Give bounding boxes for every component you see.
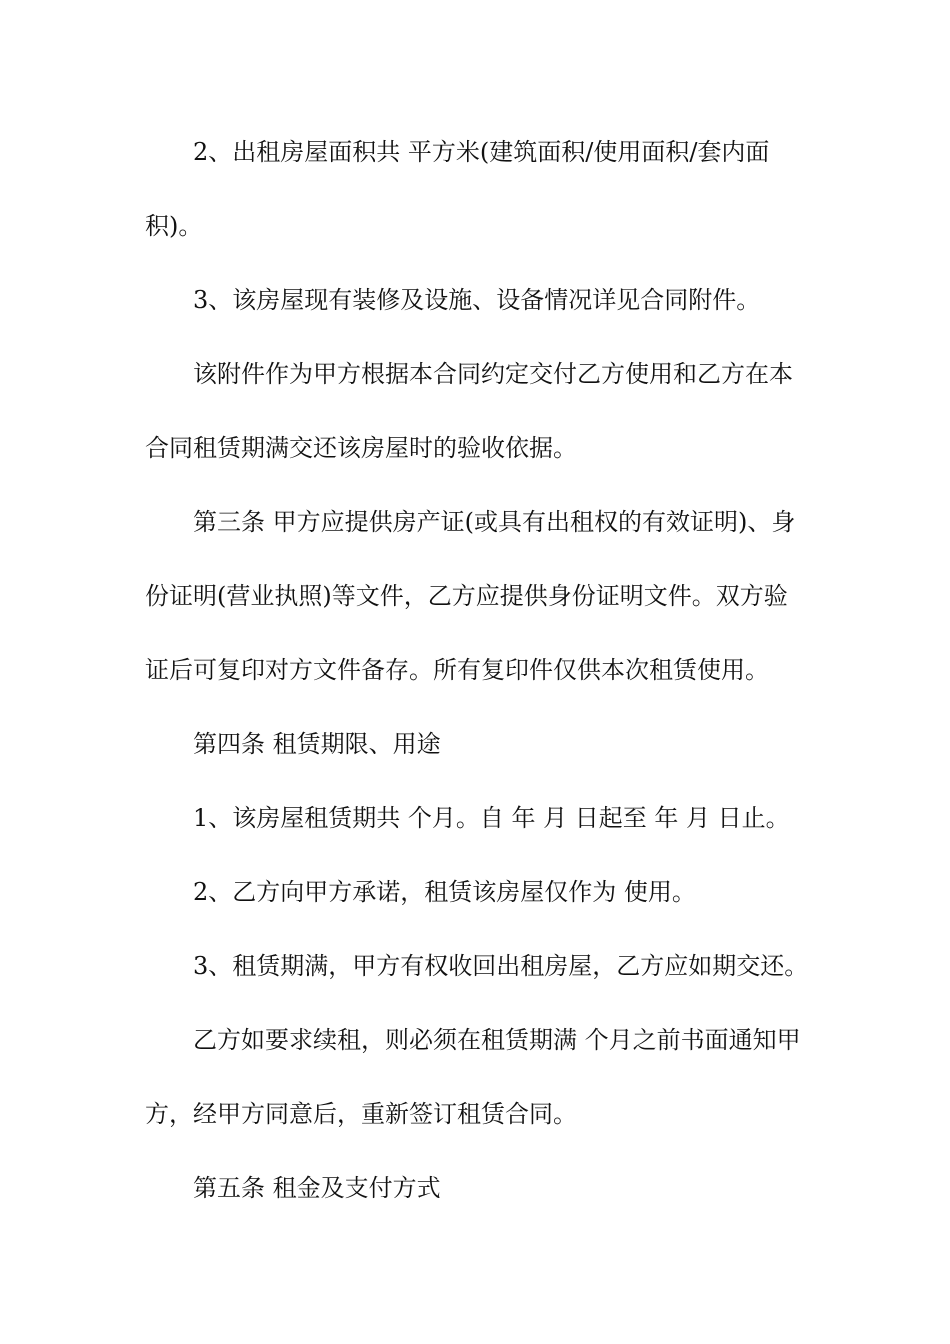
renewal-line-2: 方，经甲方同意后，重新签订租赁合同。 [145, 1100, 577, 1128]
paragraph-line-fixtures: 3、该房屋现有装修及设施、设备情况详见合同附件。 [193, 286, 761, 314]
article-five-heading: 第五条 租金及支付方式 [193, 1174, 441, 1202]
paragraph-line-annex: 该附件作为甲方根据本合同约定交付乙方使用和乙方在本 [193, 360, 793, 388]
paragraph-line-area: 2、出租房屋面积共 平方米(建筑面积/使用面积/套内面 [193, 138, 770, 166]
article-four-item-1: 1、该房屋租赁期共 个月。自 年 月 日起至 年 月 日止。 [193, 804, 790, 832]
article-three-line-1: 第三条 甲方应提供房产证(或具有出租权的有效证明)、身 [193, 508, 796, 536]
paragraph-line-area-cont: 积)。 [145, 212, 203, 240]
article-four-item-2: 2、乙方向甲方承诺，租赁该房屋仅作为 使用。 [193, 878, 696, 906]
article-four-item-3: 3、租赁期满，甲方有权收回出租房屋，乙方应如期交还。 [193, 952, 809, 980]
article-three-line-3: 证后可复印对方文件备存。所有复印件仅供本次租赁使用。 [145, 656, 769, 684]
article-four-heading: 第四条 租赁期限、用途 [193, 730, 441, 758]
article-three-line-2: 份证明(营业执照)等文件，乙方应提供身份证明文件。双方验 [145, 582, 788, 610]
paragraph-line-annex-cont: 合同租赁期满交还该房屋时的验收依据。 [145, 434, 577, 462]
renewal-line-1: 乙方如要求续租，则必须在租赁期满 个月之前书面通知甲 [193, 1026, 801, 1054]
